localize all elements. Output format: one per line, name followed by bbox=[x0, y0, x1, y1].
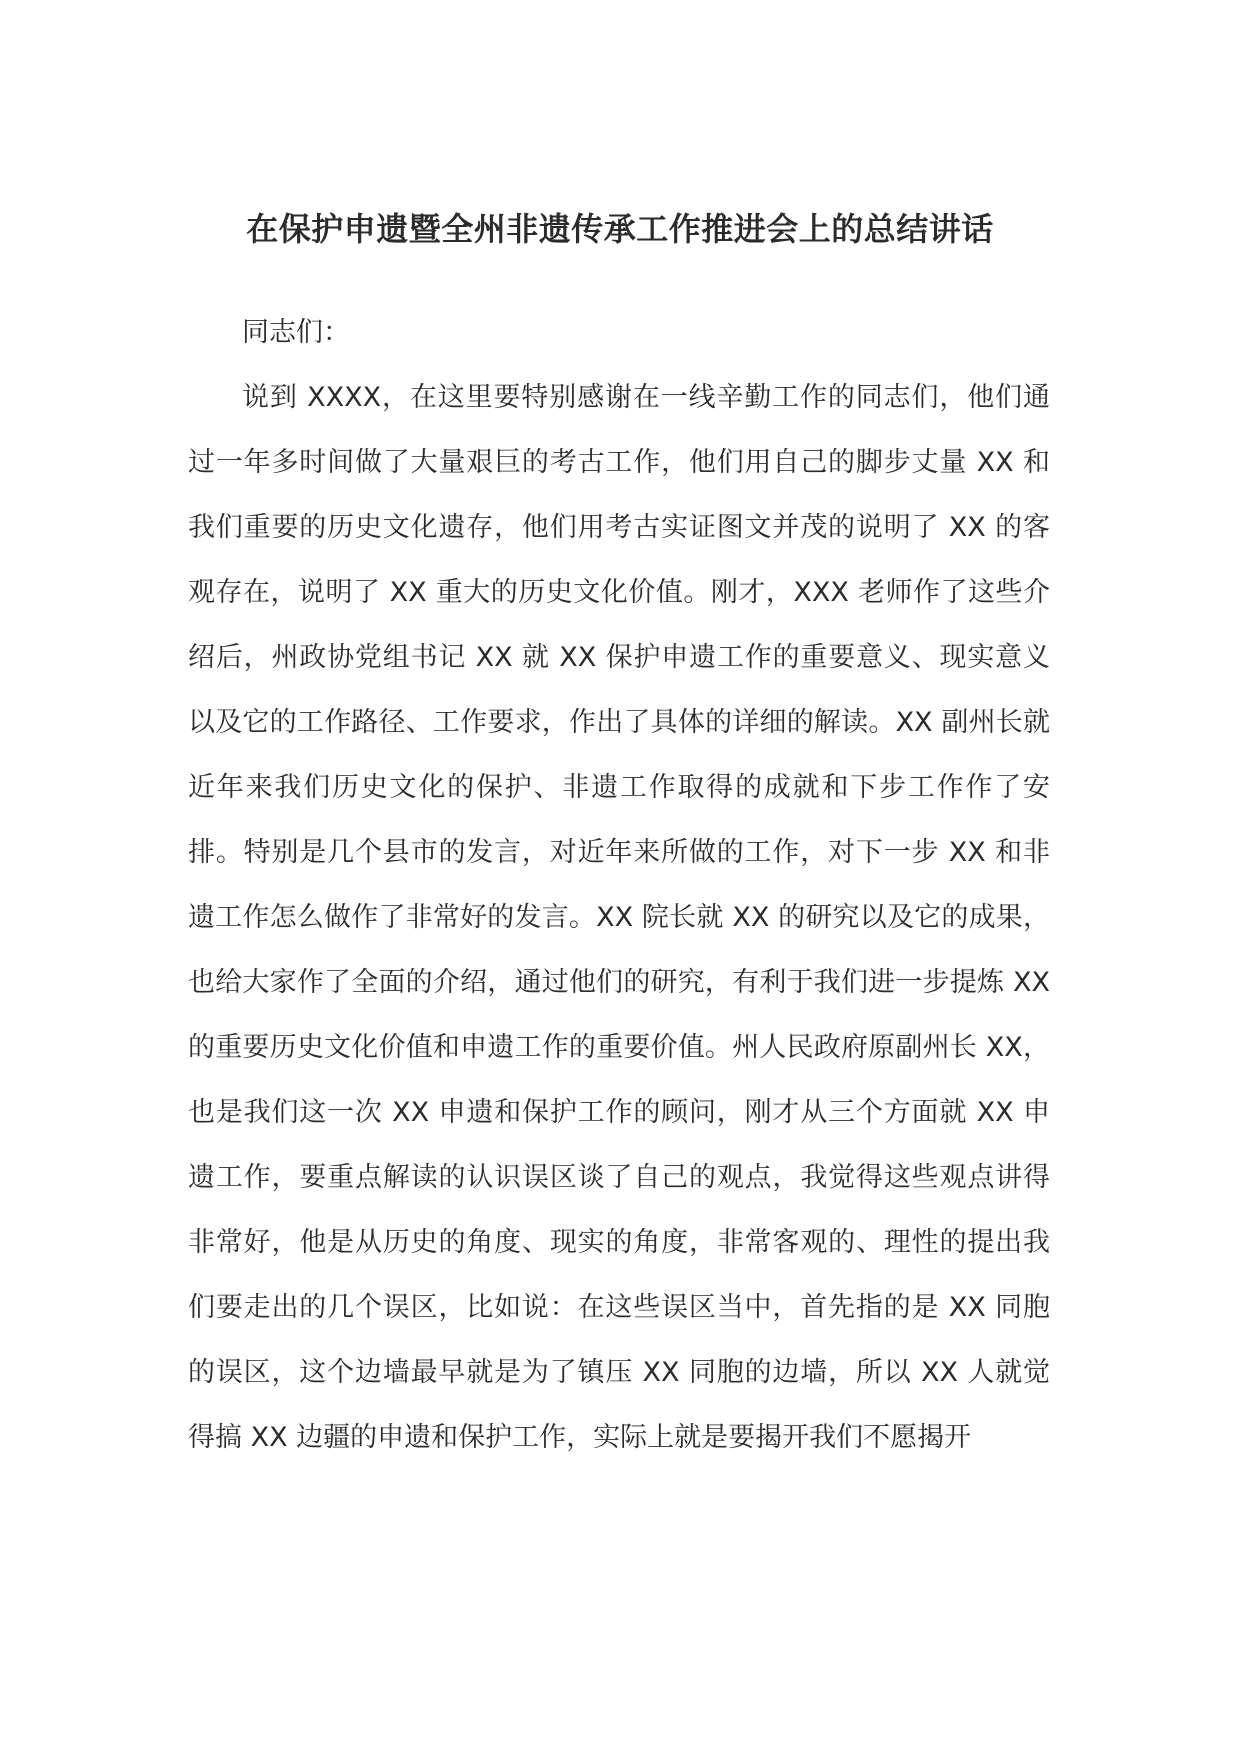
paragraph: 说到 XXXX，在这里要特别感谢在一线辛勤工作的同志们，他们通过一年多时间做了大量艰巨的考古工作，他们用自己的脚步丈量 XX 和我们重要的历史文化遗存，他们用考古实证图文并茂的说明了 XX 的客观存在，说明了 XX 重大的历史文化价值。刚才，XXX 老师作了这些介绍后，州政协党组书记 XX 就 XX 保护申遗工作的重要意义、现实意义以及它的工作路径、工作要求，作出了具体的详细的解读。XX 副州长就近年来我们历史文化的保护、非遗工作取得的成就和下步工作作了安排。特别是几个县市的发言，对近年来所做的工作，对下一步 XX 和非遗工作怎么做作了非常好的发言。XX 院长就 XX 的研究以及它的成果，也给大家作了全面的介绍，通过他们的研究，有利于我们进一步提炼 XX 的重要历史文化价值和申遗工作的重要价值。州人民政府原副州长 XX，也是我们这一次 XX 申遗和保护工作的顾问，刚才从三个方面就 XX 申遗工作，要重点解读的认识误区谈了自己的观点，我觉得这些观点讲得非常好，他是从历史的角度、现实的角度，非常客观的、理性的提出我们要走出的几个误区，比如说：在这些误区当中，首先指的是 XX 同胞的误区，这个边墙最早就是为了镇压 XX 同胞的边墙，所以 XX 人就觉得搞 XX 边疆的申遗和保护工作，实际上就是要揭开我们不愿揭开 bbox=[188, 382, 1050, 1453]
document-title: 在保护申遗暨全州非遗传承工作推进会上的总结讲话 bbox=[246, 210, 994, 248]
document-body bbox=[188, 300, 1050, 1470]
salutation: 同志们： bbox=[242, 317, 350, 348]
